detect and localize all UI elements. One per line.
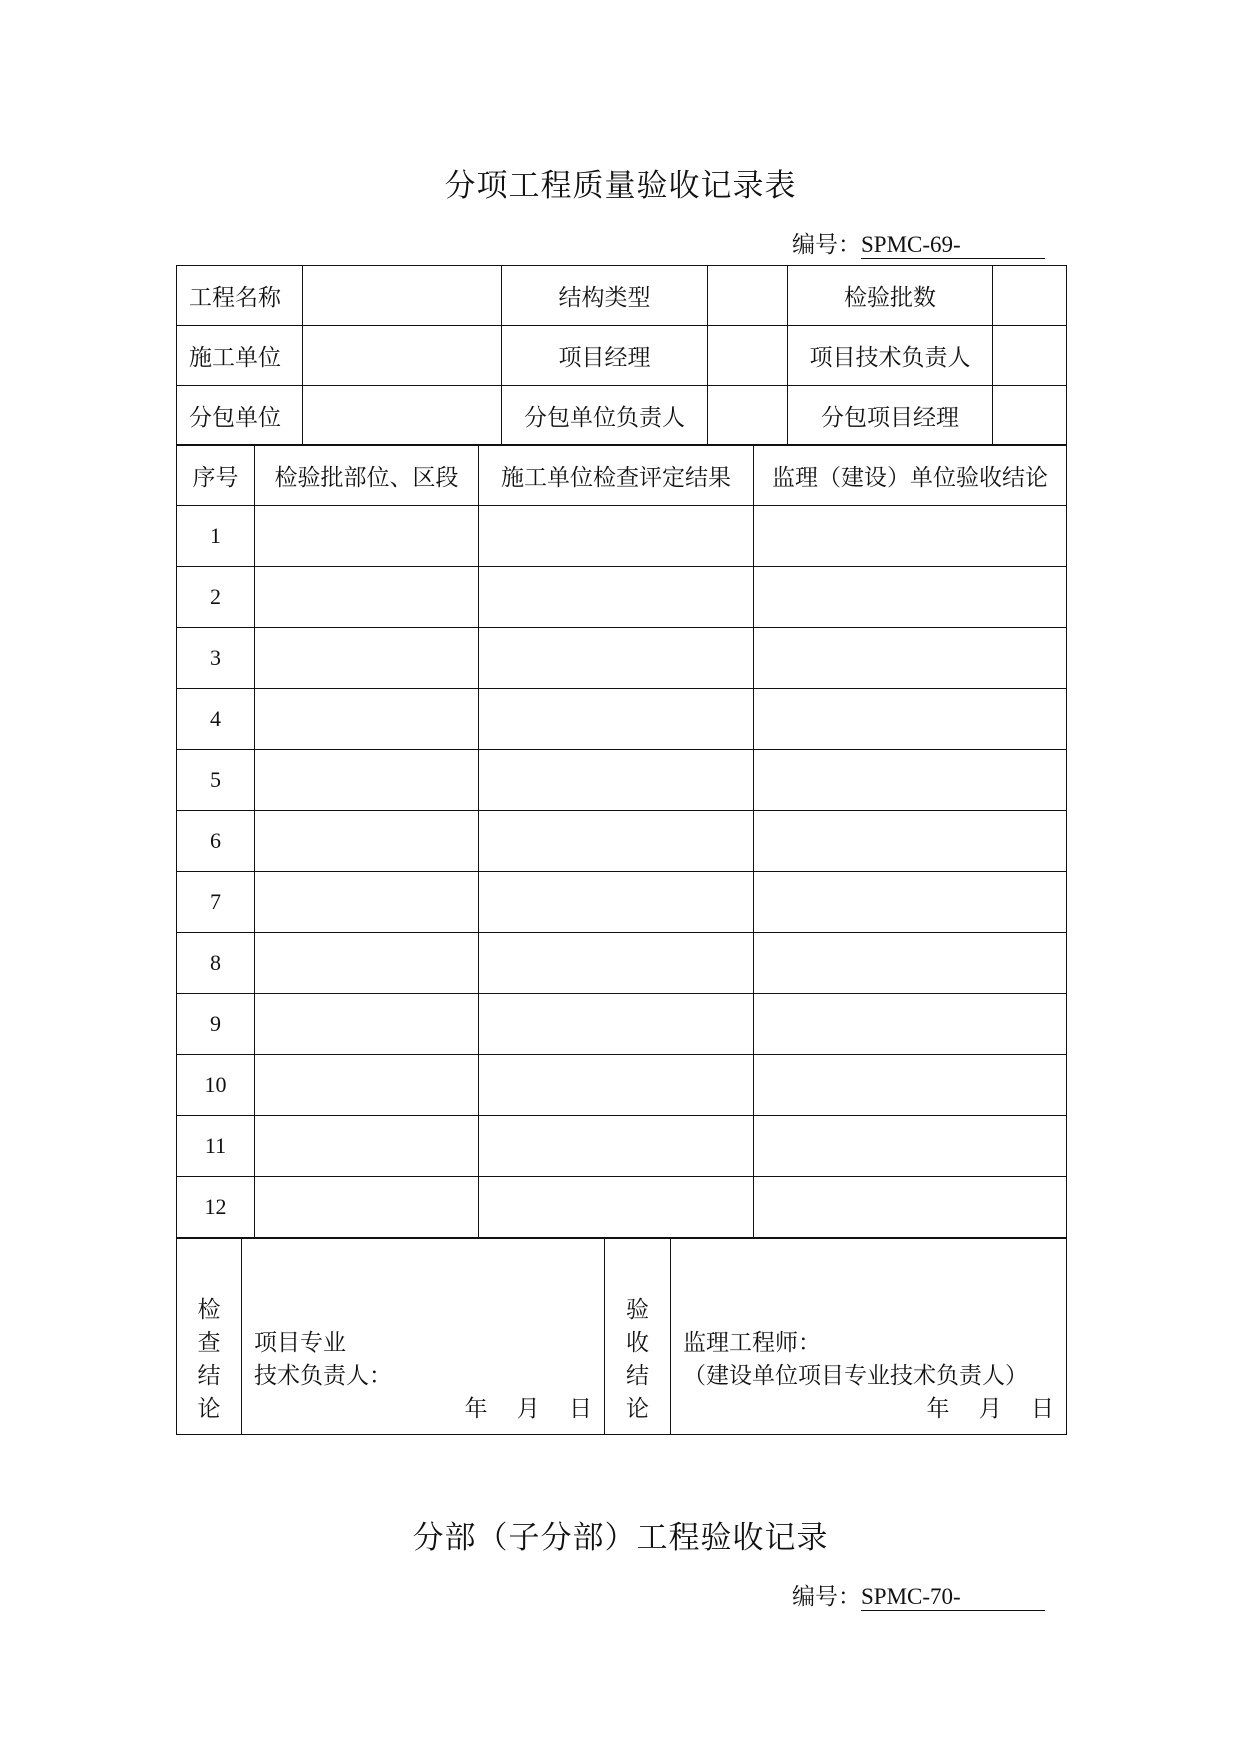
accept-char: 论 — [626, 1396, 649, 1422]
row-number: 9 — [177, 994, 255, 1055]
serial-label: 编号： — [792, 1584, 861, 1610]
check-char: 查 — [197, 1330, 221, 1356]
row-contractor-result-field[interactable] — [479, 689, 754, 750]
table-row — [177, 1055, 1067, 1116]
project-name-field[interactable] — [303, 266, 502, 326]
construction-unit-field[interactable] — [303, 326, 502, 386]
row-contractor-result-field[interactable] — [479, 1177, 754, 1238]
info-row — [177, 386, 1067, 446]
row-number: 6 — [177, 811, 255, 872]
conclusion-table — [176, 1238, 1067, 1435]
check-conclusion-label — [177, 1239, 242, 1435]
row-location-field[interactable] — [255, 628, 479, 689]
conclusion-row — [177, 1239, 1067, 1435]
project-manager-field[interactable] — [708, 326, 788, 386]
serial-label: 编号： — [792, 232, 861, 258]
table-row — [177, 567, 1067, 628]
row-contractor-result-field[interactable] — [479, 1055, 754, 1116]
project-manager-label: 项目经理 — [502, 326, 708, 386]
check-signer-line2: 技术负责人： — [254, 1363, 392, 1389]
check-char: 论 — [197, 1396, 221, 1422]
technical-lead-label: 项目技术负责人 — [788, 326, 993, 386]
row-contractor-result-field[interactable] — [479, 750, 754, 811]
construction-unit-label: 施工单位 — [177, 326, 303, 386]
structure-type-label: 结构类型 — [502, 266, 708, 326]
accept-signer-line2: （建设单位项目专业技术负责人） — [683, 1363, 1028, 1389]
row-number: 12 — [177, 1177, 255, 1238]
row-supervisor-conclusion-field[interactable] — [754, 1055, 1067, 1116]
row-supervisor-conclusion-field[interactable] — [754, 872, 1067, 933]
row-number: 2 — [177, 567, 255, 628]
check-signer-line1: 项目专业 — [254, 1330, 346, 1356]
batch-count-field[interactable] — [993, 266, 1067, 326]
subcontractor-lead-field[interactable] — [708, 386, 788, 446]
check-conclusion-field[interactable] — [242, 1239, 605, 1435]
accept-char: 结 — [626, 1363, 649, 1389]
row-location-field[interactable] — [255, 872, 479, 933]
subcontract-manager-label: 分包项目经理 — [788, 386, 993, 446]
row-contractor-result-field[interactable] — [479, 872, 754, 933]
row-location-field[interactable] — [255, 567, 479, 628]
row-number: 5 — [177, 750, 255, 811]
table-row — [177, 689, 1067, 750]
second-form-title: 分部（子分部）工程验收记录 — [412, 1520, 829, 1556]
row-number: 7 — [177, 872, 255, 933]
row-number: 1 — [177, 506, 255, 567]
row-supervisor-conclusion-field[interactable] — [754, 1116, 1067, 1177]
row-location-field[interactable] — [255, 811, 479, 872]
row-location-field[interactable] — [255, 933, 479, 994]
inspection-items-table — [176, 444, 1067, 1238]
accept-conclusion-label — [605, 1239, 671, 1435]
row-supervisor-conclusion-field[interactable] — [754, 506, 1067, 567]
col-header-contractor-result: 施工单位检查评定结果 — [479, 445, 754, 506]
form-title: 分项工程质量验收记录表 — [444, 168, 797, 204]
project-info-table — [176, 265, 1067, 446]
subcontractor-lead-label: 分包单位负责人 — [502, 386, 708, 446]
row-supervisor-conclusion-field[interactable] — [754, 567, 1067, 628]
info-row — [177, 266, 1067, 326]
row-number: 11 — [177, 1116, 255, 1177]
row-location-field[interactable] — [255, 689, 479, 750]
table-row — [177, 1116, 1067, 1177]
batch-count-label: 检验批数 — [788, 266, 993, 326]
accept-char: 收 — [626, 1330, 649, 1356]
row-location-field[interactable] — [255, 1055, 479, 1116]
table-row — [177, 994, 1067, 1055]
row-contractor-result-field[interactable] — [479, 994, 754, 1055]
items-header-row — [177, 445, 1067, 506]
table-row — [177, 1177, 1067, 1238]
table-row — [177, 933, 1067, 994]
row-supervisor-conclusion-field[interactable] — [754, 628, 1067, 689]
row-location-field[interactable] — [255, 750, 479, 811]
subcontractor-field[interactable] — [303, 386, 502, 446]
table-row — [177, 872, 1067, 933]
row-supervisor-conclusion-field[interactable] — [754, 750, 1067, 811]
check-char: 检 — [197, 1297, 221, 1323]
col-header-seq: 序号 — [177, 445, 255, 506]
row-number: 10 — [177, 1055, 255, 1116]
row-supervisor-conclusion-field[interactable] — [754, 689, 1067, 750]
row-contractor-result-field[interactable] — [479, 811, 754, 872]
row-contractor-result-field[interactable] — [479, 506, 754, 567]
info-row — [177, 326, 1067, 386]
subcontractor-label: 分包单位 — [177, 386, 303, 446]
check-date: 年 月 日 — [464, 1396, 592, 1422]
second-form-serial-number — [792, 1578, 1045, 1611]
row-supervisor-conclusion-field[interactable] — [754, 1177, 1067, 1238]
row-contractor-result-field[interactable] — [479, 628, 754, 689]
row-location-field[interactable] — [255, 506, 479, 567]
row-supervisor-conclusion-field[interactable] — [754, 811, 1067, 872]
col-header-location: 检验批部位、区段 — [255, 445, 479, 506]
structure-type-field[interactable] — [708, 266, 788, 326]
table-row — [177, 811, 1067, 872]
technical-lead-field[interactable] — [993, 326, 1067, 386]
row-supervisor-conclusion-field[interactable] — [754, 994, 1067, 1055]
check-char: 结 — [197, 1363, 221, 1389]
form-serial-number — [792, 226, 1045, 259]
serial-value: SPMC-69- — [861, 232, 1045, 259]
table-row — [177, 628, 1067, 689]
accept-conclusion-field[interactable] — [671, 1239, 1067, 1435]
row-number: 4 — [177, 689, 255, 750]
row-number: 3 — [177, 628, 255, 689]
subcontract-manager-field[interactable] — [993, 386, 1067, 446]
row-contractor-result-field[interactable] — [479, 1116, 754, 1177]
accept-date: 年 月 日 — [926, 1396, 1054, 1422]
row-number: 8 — [177, 933, 255, 994]
row-contractor-result-field[interactable] — [479, 567, 754, 628]
accept-char: 验 — [626, 1297, 649, 1323]
table-row — [177, 750, 1067, 811]
accept-signer-line1: 监理工程师： — [683, 1330, 821, 1356]
row-supervisor-conclusion-field[interactable] — [754, 933, 1067, 994]
row-location-field[interactable] — [255, 1116, 479, 1177]
serial-value: SPMC-70- — [861, 1584, 1045, 1611]
row-location-field[interactable] — [255, 994, 479, 1055]
row-contractor-result-field[interactable] — [479, 933, 754, 994]
row-location-field[interactable] — [255, 1177, 479, 1238]
col-header-supervisor-conclusion: 监理（建设）单位验收结论 — [754, 445, 1067, 506]
table-row — [177, 506, 1067, 567]
project-name-label: 工程名称 — [177, 266, 303, 326]
